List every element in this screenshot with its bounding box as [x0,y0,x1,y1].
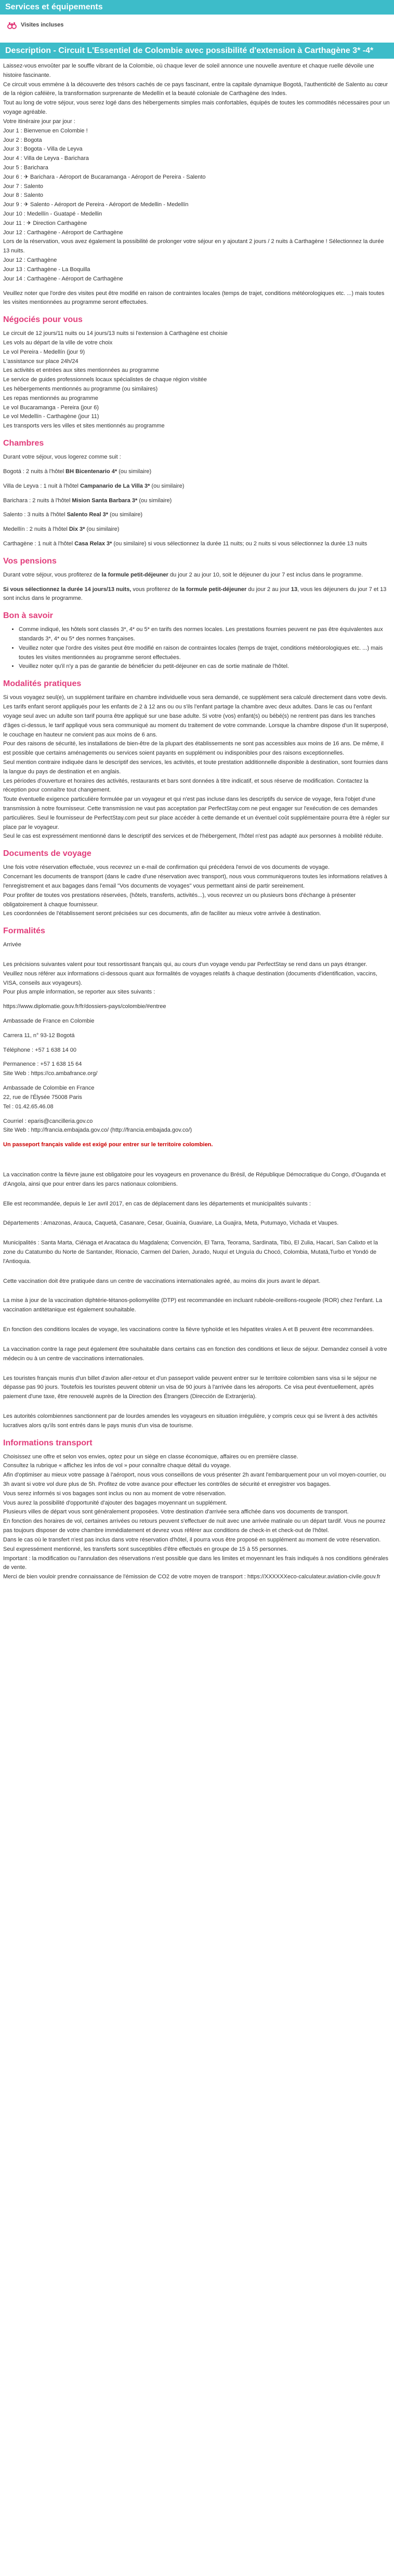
negotiated-item: Les vols au départ de la ville de votre choix [3,339,113,346]
room-hotel: Salento Real 3* [67,512,109,518]
modalities-paragraph: Seul mention contraire indiquée dans le descriptif des services, les activités, et toute prestation additionnelle disponible à destination, sont fournies dans la langue du pays de destination et en anglais. [3,759,388,775]
transport-title: Informations transport [3,1438,93,1447]
room-note: (ou similaire) [117,468,152,475]
embassy-colombia-phone: Tel : 01.42.65.46.08 [3,1103,54,1110]
documents-title: Documents de voyage [3,849,91,858]
room-hotel: Dix 3* [69,526,85,533]
room-hotel: Casa Relax 3* [74,540,112,547]
formalities-title: Formalités [3,927,45,936]
itinerary-day: Jour 3 : Bogota - Villa de Leyva [3,146,83,153]
meals-paragraph-2 [3,585,391,604]
visa-paragraph: Les autorités colombiennes sanctionnent par de lourdes amendes les voyageurs en situation irrégulière, y compris ceux qui se livrent à des activités lucratives alors qu'ils sont entrés dans le pays munis d'un visa de tourisme. [3,1413,378,1429]
itinerary-day: Jour 4 : Villa de Leyva - Barichara [3,155,89,162]
embassy-france-address: Carrera 11, n° 93-12 Bogotá [3,1032,75,1039]
description-intro-2: Ce circuit vous emmène à la découverte des trésors cachés de ce pays fascinant, entre la capitale dynamique Bogotá, l'authenticité de Salento au cœur de la région caféière, la transformation surprenante de Medellín et la beauté coloniale de Carthagène des Indes. [3,81,388,97]
room-item [3,497,391,506]
transport-paragraph: Consultez la rubrique « affichez les infos de vol » pour connaître chaque détail du voyage. [3,1463,231,1469]
services-banner: Services et équipements [0,0,394,15]
transport-paragraph: Afin d'optimiser au mieux votre passage à l'aéroport, nous vous conseillons de vous présenter 2h avant l'embarquement pour un vol moyen-courrier, ou 3h avant si votre vol dure plus de 5h. Profitez de votre avance pour effectuer les contrôles de sécurité et enregistrer vos bagages. [3,1472,386,1487]
room-note: (ou similaire) [137,497,172,504]
room-hotel: BH Bicentenario 4* [65,468,117,475]
vaccine-paragraph: La vaccination contre la rage peut également être souhaitable dans certains cas en fonction des conditions et lieux de séjour. Demandez conseil à votre médecin ou à un centre de vaccinations internationales. [3,1346,387,1362]
itinerary-days [3,127,391,238]
vaccine-paragraph: Cette vaccination doit être pratiquée dans un centre de vaccinations internationales agréé, au moins dix jours avant le départ. [3,1278,321,1284]
room-item [3,511,391,520]
modalities-paragraph: Pour des raisons de sécurité, les installations de bien-être de la plupart des établissements ne sont pas accessibles aux moins de 16 ans. De même, il est possible que certains aménagements ou services soient payants en supplément ou indisponibles pour des raisons exceptionnelles. [3,741,384,757]
meals-formula: la formule petit-déjeuner [101,571,168,578]
modalities-paragraph: Les tarifs enfant seront appliqués pour les enfants de 2 à 12 ans ou ou s'ils l'enfant partage la chambre avec deux adultes. Dans le cas ou l'enfant voyage seul avec un adulte son tarif pourra être appliqué sur une base adulte. Si votre (vos) enfant(s) ou bébé(s) ne rentrent pas dans les tranches d'âges ci-dessus, le tarif appliqué vous sera communiqué au moment du traitement de votre commande. Lorsque la chambre dispose d'un lit superposé, le couchage en hauteur ne convient pas aux moins de 6 ans. [3,704,388,738]
diplomatie-url[interactable]: https://www.diplomatie.gouv.fr/fr/dossiers-pays/colombie/#entree [3,1003,166,1010]
itinerary-day: Jour 1 : Bienvenue en Colombie ! [3,127,88,134]
meals-text: du jour 2 au jour 10, soit le déjeuner du jour 7 est inclus dans le programme. [168,571,363,578]
embassy-colombia-contact [3,1117,391,1136]
meals-text: Durant votre séjour, vous profiterez de [3,571,102,578]
negotiated-item: Les transports vers les villes et sites mentionnés au programme [3,423,165,430]
vaccine-paragraph: La vaccination contre la fièvre jaune est obligatoire pour les voyageurs en provenance du Brésil, de République Démocratique du Congo, d'Ouganda et d'Angola, ainsi que pour entrer dans les parcs nationaux colombiens. [3,1171,386,1187]
extension-day: Jour 14 : Carthagène - Aéroport de Carthagène [3,275,123,282]
modalities-paragraph: Seul le cas est expressément mentionné dans le descriptif des services et de l'hébergement, l'hôtel n'est pas adapté aux personnes à mobilité réduite. [3,833,383,840]
formalities-paragraph: Les précisions suivantes valent pour tout ressortissant français qui, au cours d'un voyage vendu par PerfectStay se rend dans un pays étranger. [3,961,367,968]
vaccine-paragraph: Départements : Amazonas, Arauca, Caquetá, Casanare, Cesar, Guainía, Guaviare, La Guajira, Meta, Putumayo, Vichada et Vaupes. [3,1220,339,1227]
embassy-france-contact [3,1060,391,1079]
negotiated-item: Le vol Pereira - Medellín (jour 9) [3,348,85,355]
order-warning: Veuillez noter que l'ordre des visites peut être modifié en raison de contraintes locales (temps de trajet, conditions météorologiques etc. ...) mais toutes les visites mentionnées au programme seront effectuées. [3,290,385,306]
meals-paragraph-1 [3,571,391,580]
visa-paragraph: Les touristes français munis d'un billet d'avion aller-retour et d'un passeport valide peuvent entrer sur le territoire colombien sans visa si le séjour ne dépasse pas 90 jours. Toutefois les touristes peuvent obtenir un visa de 90 jours à l'arrivée dans les aéroports. Ce visa peut éventuellement, après paiement d'une taxe, être renouvelé auprès de la Direction des Étrangers (Dirección de Extranjería). [3,1375,377,1400]
meals-text: , vous les déjeuners du jour 7 et 13 sont inclus dans le programme. [3,586,387,602]
itinerary-day: Jour 2 : Bogota [3,137,42,143]
negotiated-item: Le circuit de 12 jours/11 nuits ou 14 jours/13 nuits si l'extension à Carthagène est choisie [3,330,228,337]
meals-duration: Si vous sélectionnez la durée 14 jours/13 nuits, [3,586,132,593]
transport-paragraph: Plusieurs villes de départ vous sont généralement proposées. Votre destination d'arrivée sera affichée dans vos documents de transport. [3,1509,349,1515]
extension-intro: Lors de la réservation, vous avez également la possibilité de prolonger votre séjour en y ajoutant 2 jours / 2 nuits à Carthagène ! Sélectionnez la durée 13 nuits. [3,238,384,254]
room-item [3,467,391,477]
modalities-title: Modalités pratiques [3,679,82,689]
formalities-paragraph: Pour plus ample information, se reporter aux sites suivants : [3,989,155,996]
embassy-colombia-email[interactable]: Courriel : eparis@cancilleria.gov.co [3,1118,93,1124]
rooms-intro: Durant votre séjour, vous logerez comme suit : [3,454,121,461]
itinerary-day: Jour 7 : Salento [3,183,44,190]
vaccine-paragraph: La mise à jour de la vaccination diphtérie-tétanos-poliomyélite (DTP) est recommandée en incluant rubéole-oreillons-rougeole (ROR) chez l'enfant. La vaccination antitétanique est également souhaitable. [3,1297,383,1313]
tip-item: • Veuillez noter que l'ordre des visites peut être modifié en raison de contraintes locales (temps de trajet, conditions météorologiques etc. ...) mais toutes les visites mentionnées au programme seront effectuées. [19,644,391,663]
meals-text: du jour 2 au jour [246,586,291,593]
negotiated-item: Le vol Medellín - Carthagène (jour 11) [3,413,99,420]
negotiated-item: Le service de guides professionnels locaux spécialistes de chaque région visitée [3,377,207,383]
vaccine-paragraph: Municipalités : Santa Marta, Ciénaga et Aracataca du Magdalena; Convención, El Tarra, Teorama, Sardinata, Tibú, El Zulia, Hacarí, San Calixto et la zone du Catatumbo du Norte de Santander, Rionacio, Carmen del Darien, Jurado, Nuquí et Unguía du Chocó, Colombia, Mutatá,Turbo et Yondó de l'Antioquia. [3,1240,378,1265]
embassy-france-title: Ambassade de France en Colombie [3,1018,95,1024]
documents-paragraph: Les coordonnées de l'établissement seront précisées sur ces documents, afin de faciliter au mieux votre arrivée à destination. [3,910,321,917]
modalities-paragraph: Toute éventuelle exigence particulière formulée par un voyageur et qui n'est pas incluse dans les descriptifs du service de voyage, fera l'objet d'une transmission à notre fournisseur. Cette transmission ne vaut pas acceptation par PerfectStay.com ne peut engager sur l'exécution de ces demandes particulières. Seul le fournisseur de PerfectStay.com peut sur place accéder à cette demande et un éventuel coût supplémentaire pourra être à régler sur place par le voyageur. [3,796,390,830]
negotiated-title: Négociés pour vous [3,315,83,325]
rooms-title: Chambres [3,439,44,448]
tips-list [19,625,391,672]
itinerary-day: Jour 5 : Barichara [3,164,48,171]
room-note: (ou similaire) [108,512,143,518]
binoculars-icon [7,21,17,30]
room-city: Carthagène : 1 nuit à l'hôtel [3,540,75,547]
negotiated-item: Les hébergements mentionnés au programme (ou similaires) [3,386,158,392]
transport-paragraph: Vous serez informés si vos bagages sont inclus ou non au moment de votre réservation. [3,1490,227,1497]
tip-item: • Veuillez noter qu'il n'y a pas de garantie de bénéficier du petit-déjeuner en cas de sortie matinale de l'hôtel. [19,662,391,672]
services-item-label: Visites incluses [21,22,64,29]
vaccine-paragraph: Elle est recommandée, depuis le 1er avril 2017, en cas de déplacement dans les départements et municipalités suivants : [3,1200,311,1207]
negotiated-item: Le vol Bucaramanga - Pereira (jour 6) [3,404,99,411]
transport-paragraph: Important : la modification ou l'annulation des réservations n'est possible que dans les limites et moyennant les frais indiqués à nos conditions générales de vente. [3,1555,389,1571]
meals-title: Vos pensions [3,556,57,566]
itinerary-day: Jour 11 : ✈ Direction Carthagène [3,220,87,226]
room-note: (ou similaire) si vous sélectionnez la durée 11 nuits; ou 2 nuits si vous sélectionnez la durée 13 nuits [112,540,367,547]
transport-paragraph: Vous aurez la possibilité d'opportunité d'ajouter des bagages moyennant un supplément. [3,1499,228,1506]
itinerary-day: Jour 10 : Medellín - Guatapé - Medellin [3,211,102,217]
negotiated-item: L'assistance sur place 24h/24 [3,358,78,365]
room-note: (ou similaire) [150,482,185,489]
itinerary-day: Jour 8 : Salento [3,192,44,199]
modalities-paragraph: Les périodes d'ouverture et horaires des activités, restaurants et bars sont données à titre indicatif, et sous réserve de modification. Contactez la réception pour connaître tout changement. [3,777,369,794]
embassy-france-permanence: Permanence : +57 1 638 15 64 [3,1061,82,1068]
meals-text: vous profiterez de [131,586,180,593]
tips-title: Bon à savoir [3,611,54,621]
room-city: Salento : 3 nuits à l'hôtel [3,512,67,518]
meals-day: 13 [291,586,298,593]
room-item [3,525,391,534]
tip-item: • Comme indiqué, les hôtels sont classés 3*, 4* ou 5* en tarifs des normes locales. Les prestations fournies peuvent ne pas être équivalentes aux standards 3*, 4* ou 5* des normes françaises. [19,625,391,644]
description-intro: Laissez-vous envoûter par le souffle vibrant de la Colombie, où chaque lever de soleil annonce une nouvelle aventure et chaque ruelle dévoile une histoire fascinante. [3,63,374,78]
services-list [0,18,394,35]
extension-day: Jour 13 : Carthagène - La Boquilla [3,266,90,273]
embassy-colombia-street: 22, rue de l'Élysée 75008 Paris [3,1094,82,1101]
description-banner: Description - Circuit L'Essentiel de Colombie avec possibilité d'extension à Carthagène 3* -4* [0,43,394,59]
embassy-colombia-title: Ambassade de Colombie en France [3,1085,95,1092]
room-city: Barichara : 2 nuits à l'hôtel [3,497,72,504]
documents-paragraph: Pour profiter de toutes vos prestations réservées, (hôtels, transferts, activités...), vous recevrez un ou plusieurs bons d'échange à présenter obligatoirement à chaque fournisseur. [3,892,356,908]
formalities-paragraph: Veuillez nous référer aux informations ci-dessous quant aux formalités de voyages relatifs à chaque destination (documents d'identification, vaccins, VISA, conseils aux voyageurs). [3,970,377,986]
documents-paragraph: Une fois votre réservation effectuée, vous recevrez un e-mail de confirmation qui précédera l'envoi de vos documents de voyage. [3,864,330,871]
transport-paragraph: En fonction des horaires de vol, certaines arrivées ou retours peuvent s'effectuer de nuit avec une arrivée matinale ou un départ tardif. Vous ne pourrez pas toujours disposer de votre chambre immédiatement et devrez vous référer aux conditions de check-in et check-out de l'hôtel. [3,1518,386,1534]
modalities-paragraph: Si vous voyagez seul(e), un supplément tarifaire en chambre individuelle vous sera demandé, ce supplément sera calculé directement dans votre devis. [3,694,388,701]
embassy-colombia-website[interactable]: Site Web : http://francia.embajada.gov.co/ (http://francia.embajada.gov.co/) [3,1127,192,1134]
description-intro-3: Tout au long de votre séjour, vous serez logé dans des hébergements simples mais confortables, équipés de toutes les commodités nécessaires pour un voyage agréable. [3,100,390,116]
room-city: Medellín : 2 nuits à l'hôtel [3,526,69,533]
embassy-colombia-address [3,1093,391,1112]
room-hotel: Campanario de La Villa 3* [80,482,150,489]
embassy-france-phone: Téléphone : +57 1 638 14 00 [3,1046,76,1053]
formalities-arrival: Arrivée [3,942,21,948]
room-note: (ou similaire) [85,526,120,533]
passport-requirement: Un passeport français valide est exigé pour entrer sur le territoire colombien. [3,1142,213,1148]
negotiated-list [3,329,391,431]
extension-days [3,256,391,284]
vaccine-paragraph: En fonction des conditions locales de voyage, les vaccinations contre la fièvre typhoïde et les hépatites virales A et B peuvent être recommandées. [3,1326,374,1333]
diplomatie-link[interactable] [3,1002,391,1012]
itinerary-day: Jour 9 : ✈ Salento - Aéroport de Pereira - Aéroport de Medellin - Medellín [3,202,189,208]
main-content [0,62,394,1598]
negotiated-item: Les activités et entrées aux sites mentionnées au programme [3,367,159,374]
meals-formula: la formule petit-déjeuner [179,586,247,593]
transport-paragraph: Choisissez une offre et selon vos envies, optez pour un siège en classe économique, affaires ou en première classe. [3,1453,298,1460]
embassy-france-website[interactable]: Site Web : https://co.ambafrance.org/ [3,1070,98,1077]
itinerary-day: Jour 12 : Carthagène - Aéroport de Carthagène [3,229,123,236]
extension-day: Jour 12 : Carthagène [3,257,57,264]
co2-paragraph: Merci de bien vouloir prendre connaissance de l'émission de CO2 de votre moyen de transport : https://XXXXXXeco-calculateur.aviation-civile.gouv.fr [3,1574,380,1580]
itinerary-title: Votre itinéraire jour par jour : [3,118,75,125]
documents-paragraph: Concernant les documents de transport (dans le cadre d'une réservation avec transport), nous vous communiquerons toutes les informations relatives à l'enregistrement et aux bagages dans l'email "Vos documents de voyages" vous permettant ainsi de partir sereinement. [3,874,387,889]
room-item [3,482,391,491]
room-city: Villa de Leyva : 1 nuit à l'hôtel [3,482,81,489]
transport-paragraph: Dans le cas où le transfert n'est pas inclus dans votre réservation d'hôtel, il pourra vous être proposé en supplément au moment de votre réservation. Seul expressément mentionné, les transferts sont susceptibles d'être effectués en groupe de 15 à 55 personnes. [3,1536,381,1552]
room-hotel: Mision Santa Barbara 3* [72,497,138,504]
room-city: Bogotá : 2 nuits à l'hôtel [3,468,66,475]
room-item [3,540,391,549]
itinerary-day: Jour 6 : ✈ Barichara - Aéroport de Bucaramanga - Aéroport de Pereira - Salento [3,173,206,180]
negotiated-item: Les repas mentionnés au programme [3,395,98,401]
